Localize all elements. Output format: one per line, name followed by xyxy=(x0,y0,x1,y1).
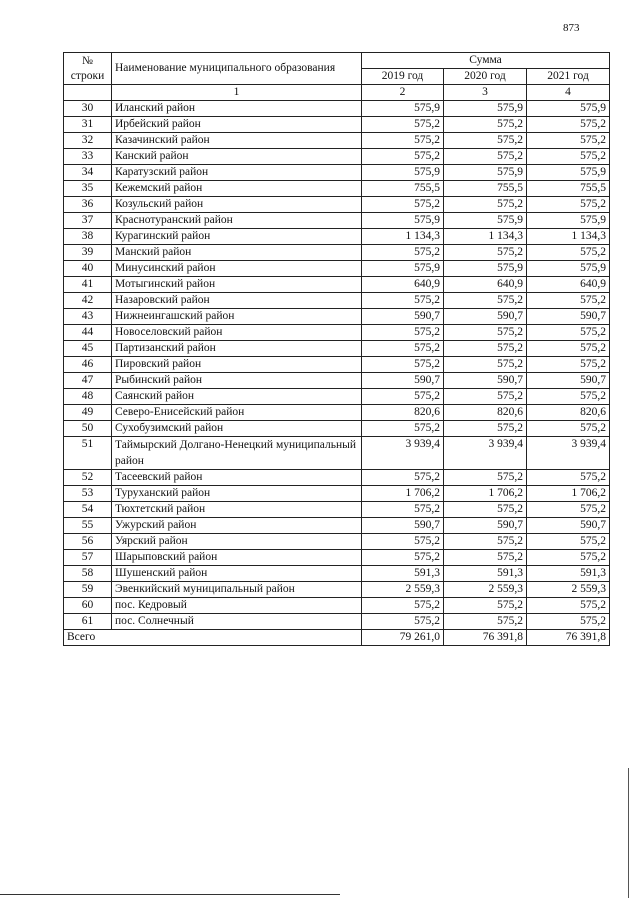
value-2019: 575,2 xyxy=(362,117,444,133)
table-row xyxy=(64,534,610,550)
table-row xyxy=(64,325,610,341)
municipality-name: Шушенский район xyxy=(112,566,362,582)
value-2019: 640,9 xyxy=(362,277,444,293)
table-body xyxy=(64,101,610,630)
value-2020: 1 134,3 xyxy=(444,229,527,245)
value-2019: 575,2 xyxy=(362,534,444,550)
municipality-name: Минусинский район xyxy=(112,261,362,277)
municipality-name: Курагинский район xyxy=(112,229,362,245)
municipality-name: Краснотуранский район xyxy=(112,213,362,229)
table-row xyxy=(64,614,610,630)
value-2020: 575,2 xyxy=(444,117,527,133)
value-2021: 575,2 xyxy=(527,534,610,550)
table-row xyxy=(64,197,610,213)
municipality-name: Ужурский район xyxy=(112,518,362,534)
table-row xyxy=(64,229,610,245)
value-2021: 575,2 xyxy=(527,197,610,213)
column-index-3: 3 xyxy=(444,85,527,101)
header-municipality-name: Наименование муниципального образования xyxy=(112,53,362,85)
table-row xyxy=(64,486,610,502)
value-2021: 820,6 xyxy=(527,405,610,421)
value-2020: 820,6 xyxy=(444,405,527,421)
table-row xyxy=(64,598,610,614)
table-row xyxy=(64,341,610,357)
header-year-2019: 2019 год xyxy=(362,69,444,85)
value-2019: 575,2 xyxy=(362,598,444,614)
total-2019: 79 261,0 xyxy=(362,630,444,646)
value-2019: 575,2 xyxy=(362,245,444,261)
row-number: 42 xyxy=(64,293,112,309)
table-row xyxy=(64,261,610,277)
table-row xyxy=(64,470,610,486)
table-row xyxy=(64,357,610,373)
value-2019: 1 134,3 xyxy=(362,229,444,245)
table-row xyxy=(64,405,610,421)
municipality-name: Таймырский Долгано-Ненецкий муниципальный район xyxy=(112,437,362,470)
table-row xyxy=(64,149,610,165)
header-number-word: строки xyxy=(70,69,105,82)
value-2020: 575,2 xyxy=(444,325,527,341)
value-2019: 575,2 xyxy=(362,421,444,437)
value-2021: 575,9 xyxy=(527,261,610,277)
row-number: 37 xyxy=(64,213,112,229)
row-number: 51 xyxy=(64,437,112,470)
table-row xyxy=(64,117,610,133)
municipality-name: Кежемский район xyxy=(112,181,362,197)
municipality-name: Мотыгинский район xyxy=(112,277,362,293)
municipality-name: Казачинский район xyxy=(112,133,362,149)
footnote-rule xyxy=(0,894,340,895)
value-2021: 2 559,3 xyxy=(527,582,610,598)
table-row xyxy=(64,437,610,470)
value-2019: 575,2 xyxy=(362,341,444,357)
value-2020: 575,2 xyxy=(444,470,527,486)
value-2020: 575,9 xyxy=(444,213,527,229)
municipality-name: пос. Солнечный xyxy=(112,614,362,630)
value-2021: 575,2 xyxy=(527,133,610,149)
value-2020: 2 559,3 xyxy=(444,582,527,598)
value-2020: 575,2 xyxy=(444,502,527,518)
value-2020: 575,9 xyxy=(444,261,527,277)
value-2021: 590,7 xyxy=(527,373,610,389)
value-2021: 590,7 xyxy=(527,518,610,534)
municipality-name: Назаровский район xyxy=(112,293,362,309)
value-2019: 575,2 xyxy=(362,197,444,213)
value-2021: 575,2 xyxy=(527,357,610,373)
row-number: 56 xyxy=(64,534,112,550)
value-2021: 575,2 xyxy=(527,293,610,309)
municipality-name: Каратузский район xyxy=(112,165,362,181)
row-number: 61 xyxy=(64,614,112,630)
municipality-name: Пировский район xyxy=(112,357,362,373)
value-2020: 590,7 xyxy=(444,373,527,389)
value-2021: 591,3 xyxy=(527,566,610,582)
value-2021: 1 134,3 xyxy=(527,229,610,245)
value-2019: 575,2 xyxy=(362,325,444,341)
total-2020: 76 391,8 xyxy=(444,630,527,646)
row-number: 54 xyxy=(64,502,112,518)
value-2021: 575,2 xyxy=(527,470,610,486)
row-number: 30 xyxy=(64,101,112,117)
budget-table xyxy=(63,52,610,646)
row-number: 41 xyxy=(64,277,112,293)
value-2019: 820,6 xyxy=(362,405,444,421)
value-2020: 575,2 xyxy=(444,245,527,261)
municipality-name: Канский район xyxy=(112,149,362,165)
value-2020: 640,9 xyxy=(444,277,527,293)
municipality-name: Рыбинский район xyxy=(112,373,362,389)
value-2019: 590,7 xyxy=(362,309,444,325)
value-2020: 575,9 xyxy=(444,165,527,181)
municipality-name: Партизанский район xyxy=(112,341,362,357)
value-2020: 590,7 xyxy=(444,518,527,534)
value-2021: 575,2 xyxy=(527,502,610,518)
table-row xyxy=(64,518,610,534)
column-index-2: 2 xyxy=(362,85,444,101)
row-number: 53 xyxy=(64,486,112,502)
value-2019: 590,7 xyxy=(362,518,444,534)
page-number: 873 xyxy=(563,22,580,34)
value-2020: 575,2 xyxy=(444,598,527,614)
row-number: 55 xyxy=(64,518,112,534)
table-row xyxy=(64,181,610,197)
value-2020: 575,2 xyxy=(444,293,527,309)
row-number: 43 xyxy=(64,309,112,325)
value-2019: 591,3 xyxy=(362,566,444,582)
municipality-name: Сухобузимский район xyxy=(112,421,362,437)
row-number: 40 xyxy=(64,261,112,277)
row-number: 49 xyxy=(64,405,112,421)
column-index-4: 4 xyxy=(527,85,610,101)
table-row xyxy=(64,133,610,149)
municipality-name: Тюхтетский район xyxy=(112,502,362,518)
value-2020: 575,2 xyxy=(444,550,527,566)
value-2021: 3 939,4 xyxy=(527,437,610,470)
margin-line xyxy=(628,768,629,898)
row-number: 50 xyxy=(64,421,112,437)
row-number: 59 xyxy=(64,582,112,598)
table-row xyxy=(64,389,610,405)
value-2021: 575,2 xyxy=(527,614,610,630)
value-2021: 575,2 xyxy=(527,421,610,437)
row-number: 35 xyxy=(64,181,112,197)
table-row xyxy=(64,550,610,566)
value-2019: 1 706,2 xyxy=(362,486,444,502)
value-2021: 575,2 xyxy=(527,149,610,165)
row-number: 52 xyxy=(64,470,112,486)
value-2020: 575,2 xyxy=(444,357,527,373)
value-2019: 575,2 xyxy=(362,502,444,518)
table-row xyxy=(64,566,610,582)
value-2021: 575,9 xyxy=(527,101,610,117)
column-index-blank xyxy=(64,85,112,101)
total-2021: 76 391,8 xyxy=(527,630,610,646)
value-2020: 575,2 xyxy=(444,534,527,550)
table-row xyxy=(64,373,610,389)
value-2021: 575,2 xyxy=(527,550,610,566)
row-number: 48 xyxy=(64,389,112,405)
value-2021: 575,2 xyxy=(527,341,610,357)
table-row xyxy=(64,309,610,325)
row-number: 33 xyxy=(64,149,112,165)
value-2019: 575,2 xyxy=(362,614,444,630)
header-row-number xyxy=(64,53,112,85)
row-number: 47 xyxy=(64,373,112,389)
municipality-name: Нижнеингашский район xyxy=(112,309,362,325)
header-year-2021: 2021 год xyxy=(527,69,610,85)
table-row xyxy=(64,101,610,117)
header-year-2020: 2020 год xyxy=(444,69,527,85)
value-2019: 2 559,3 xyxy=(362,582,444,598)
row-number: 45 xyxy=(64,341,112,357)
row-number: 44 xyxy=(64,325,112,341)
value-2020: 575,2 xyxy=(444,197,527,213)
municipality-name: Тасеевский район xyxy=(112,470,362,486)
table-row xyxy=(64,277,610,293)
value-2020: 575,2 xyxy=(444,389,527,405)
row-number: 57 xyxy=(64,550,112,566)
municipality-name: Эвенкийский муниципальный район xyxy=(112,582,362,598)
row-number: 60 xyxy=(64,598,112,614)
table-row xyxy=(64,502,610,518)
row-number: 32 xyxy=(64,133,112,149)
municipality-name: Манский район xyxy=(112,245,362,261)
value-2021: 575,2 xyxy=(527,325,610,341)
column-index-row xyxy=(64,85,610,101)
value-2019: 575,2 xyxy=(362,133,444,149)
column-index-1: 1 xyxy=(112,85,362,101)
value-2019: 575,2 xyxy=(362,149,444,165)
municipality-name: Новоселовский район xyxy=(112,325,362,341)
row-number: 39 xyxy=(64,245,112,261)
municipality-name: Шарыповский район xyxy=(112,550,362,566)
table-row xyxy=(64,582,610,598)
row-number: 38 xyxy=(64,229,112,245)
table-row xyxy=(64,165,610,181)
municipality-name: Северо-Енисейский район xyxy=(112,405,362,421)
municipality-name: пос. Кедровый xyxy=(112,598,362,614)
value-2020: 755,5 xyxy=(444,181,527,197)
municipality-name: Иланский район xyxy=(112,101,362,117)
value-2019: 575,2 xyxy=(362,357,444,373)
municipality-name: Саянский район xyxy=(112,389,362,405)
value-2019: 575,9 xyxy=(362,213,444,229)
total-label: Всего xyxy=(64,630,362,646)
municipality-name: Туруханский район xyxy=(112,486,362,502)
value-2021: 575,2 xyxy=(527,245,610,261)
municipality-name: Ирбейский район xyxy=(112,117,362,133)
value-2019: 575,9 xyxy=(362,165,444,181)
table-row xyxy=(64,213,610,229)
value-2019: 575,2 xyxy=(362,389,444,405)
row-number: 46 xyxy=(64,357,112,373)
value-2020: 575,2 xyxy=(444,341,527,357)
value-2020: 575,2 xyxy=(444,133,527,149)
value-2019: 755,5 xyxy=(362,181,444,197)
value-2020: 575,9 xyxy=(444,101,527,117)
value-2021: 575,9 xyxy=(527,213,610,229)
value-2020: 591,3 xyxy=(444,566,527,582)
row-number: 58 xyxy=(64,566,112,582)
value-2019: 590,7 xyxy=(362,373,444,389)
value-2021: 590,7 xyxy=(527,309,610,325)
row-number: 36 xyxy=(64,197,112,213)
value-2021: 575,2 xyxy=(527,598,610,614)
value-2020: 575,2 xyxy=(444,614,527,630)
header-number-sign: № xyxy=(82,54,93,67)
value-2021: 1 706,2 xyxy=(527,486,610,502)
value-2019: 575,9 xyxy=(362,261,444,277)
value-2019: 575,9 xyxy=(362,101,444,117)
value-2021: 640,9 xyxy=(527,277,610,293)
value-2021: 575,9 xyxy=(527,165,610,181)
municipality-name: Козульский район xyxy=(112,197,362,213)
municipality-name: Уярский район xyxy=(112,534,362,550)
total-row xyxy=(64,630,610,646)
value-2021: 575,2 xyxy=(527,117,610,133)
header-sum: Сумма xyxy=(362,53,610,69)
value-2020: 590,7 xyxy=(444,309,527,325)
value-2019: 575,2 xyxy=(362,293,444,309)
value-2020: 575,2 xyxy=(444,421,527,437)
value-2019: 575,2 xyxy=(362,550,444,566)
value-2020: 575,2 xyxy=(444,149,527,165)
table-row xyxy=(64,245,610,261)
value-2021: 575,2 xyxy=(527,389,610,405)
value-2019: 575,2 xyxy=(362,470,444,486)
table-row xyxy=(64,421,610,437)
row-number: 34 xyxy=(64,165,112,181)
value-2020: 1 706,2 xyxy=(444,486,527,502)
value-2019: 3 939,4 xyxy=(362,437,444,470)
value-2020: 3 939,4 xyxy=(444,437,527,470)
row-number: 31 xyxy=(64,117,112,133)
table-row xyxy=(64,293,610,309)
value-2021: 755,5 xyxy=(527,181,610,197)
